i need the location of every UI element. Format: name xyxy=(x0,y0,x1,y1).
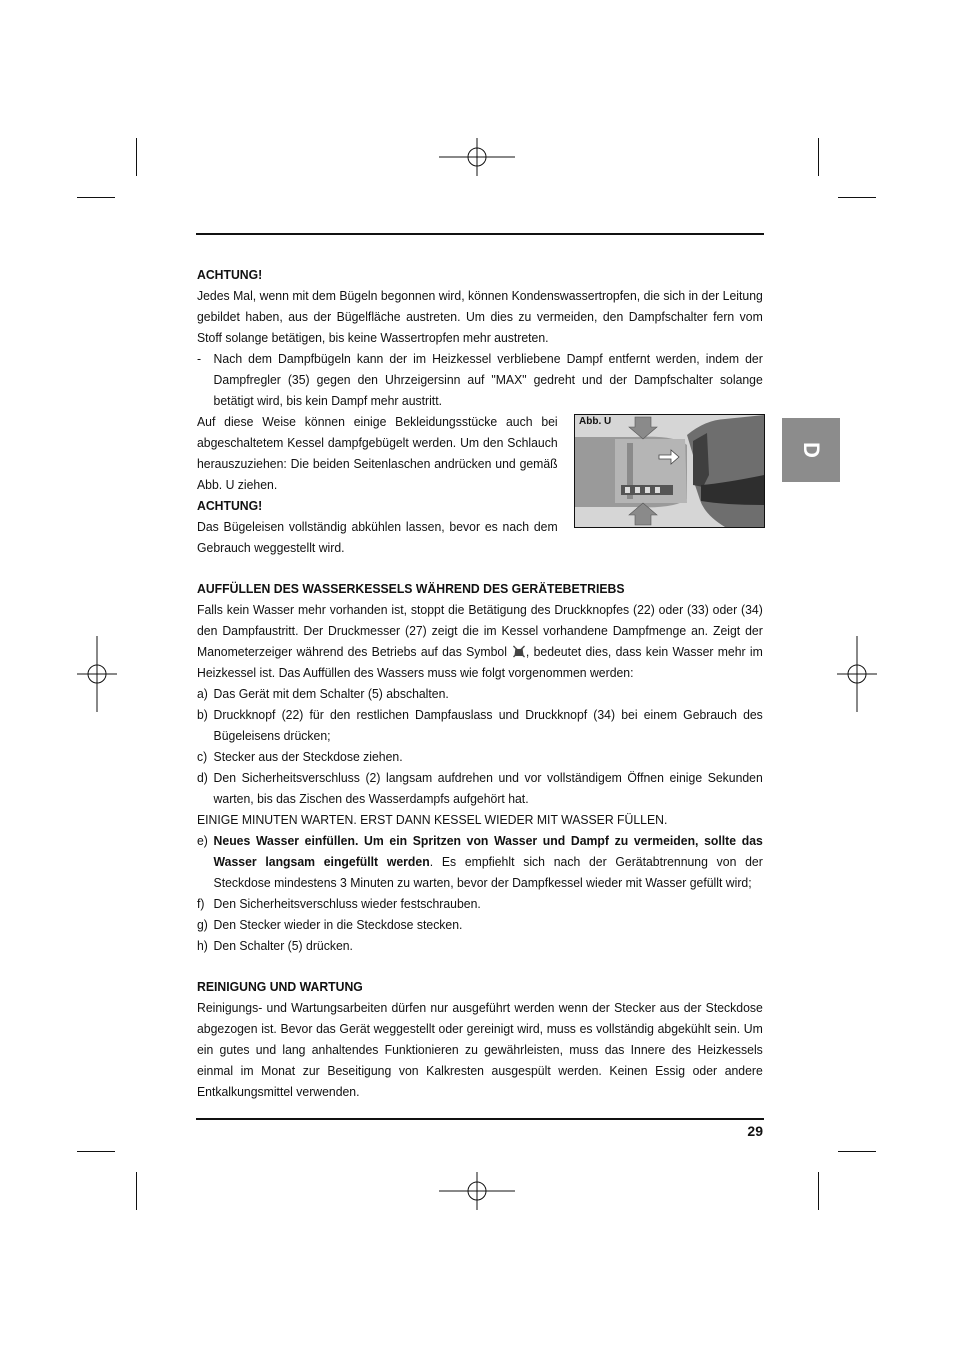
language-tab-label: D xyxy=(799,442,824,458)
bullet-label: - xyxy=(197,351,202,366)
list-item-label: c) xyxy=(197,749,208,764)
list-item xyxy=(197,914,763,935)
list-item-text: Das Gerät mit dem Schalter (5) abschalten. xyxy=(213,686,449,701)
list-item-label: a) xyxy=(197,686,208,701)
empty-kettle-symbol-icon xyxy=(511,644,526,658)
section-heading: AUFFÜLLEN DES WASSERKESSELS WÄHREND DES GERÄTEBETRIEBS xyxy=(197,581,625,596)
list-item-bold-text: Neues Wasser einfüllen. Um ein Spritzen von Wasser und Dampf zu vermeiden, sollte das Wasser langsam eingefüllt werden xyxy=(213,833,763,869)
caps-note: EINIGE MINUTEN WARTEN. ERST DANN KESSEL WIEDER MIT WASSER FÜLLEN. xyxy=(197,812,668,827)
list-item xyxy=(197,893,763,914)
top-rule xyxy=(196,233,764,235)
paragraph: Das Bügeleisen vollständig abkühlen lassen, bevor es nach dem Gebrauch weggestellt wird. xyxy=(197,519,558,555)
list-item xyxy=(197,767,763,809)
list-item-text xyxy=(214,830,763,893)
section-heading: REINIGUNG UND WARTUNG xyxy=(197,979,363,994)
figure-wrap-text xyxy=(197,411,558,558)
paragraph: Auf diese Weise können einige Bekleidungsstücke auch bei abgeschaltetem Kessel dampfgebügelt werden. Um den Schlauch herauszuziehen: Die beiden Seitenlaschen andrücken und gemäß Abb. U ziehen. xyxy=(197,414,558,492)
language-tab xyxy=(782,418,840,482)
main-content xyxy=(197,264,763,1102)
paragraph xyxy=(197,599,763,683)
list-item-text: Den Stecker wieder in die Steckdose stecken. xyxy=(213,917,463,932)
list-item-label: g) xyxy=(197,917,208,932)
list-item-text: Druckknopf (22) für den restlichen Dampfauslass und Druckknopf (34) bei einem Gebrauch des Bügeleisens drücken; xyxy=(213,707,763,743)
paragraph: Reinigungs- und Wartungsarbeiten dürfen nur ausgeführt werden wenn der Stecker aus der Steckdose abgezogen ist. Bevor das Gerät weggestellt oder gereinigt wird, muss es vollständig abgekühlt sein. Um ein gutes und lang anhaltendes Funktionieren zu gewährleisten, muss das Innere des Heizkessels einmal im Monat zur Beseitigung von Kalkresten ausgespült werden. Keinen Essig oder andere Entkalkungsmittel verwenden. xyxy=(197,1000,763,1099)
list-item-text: Den Sicherheitsverschluss wieder festschrauben. xyxy=(213,896,481,911)
list-item-text: Stecker aus der Steckdose ziehen. xyxy=(213,749,403,764)
section-heading: ACHTUNG! xyxy=(197,498,263,513)
bullet-item xyxy=(197,348,763,411)
section-heading: ACHTUNG! xyxy=(197,267,263,282)
list-item xyxy=(197,746,763,767)
bullet-text: Nach dem Dampfbügeln kann der im Heizkessel verbliebene Dampf entfernt werden, indem der Dampfregler (35) gegen den Uhrzeigersinn auf "MAX" gedreht und der Dampfschalter solange betätigt wird, bis kein Dampf mehr austritt. xyxy=(213,351,763,408)
paragraph: Jedes Mal, wenn mit dem Bügeln begonnen wird, können Kondenswassertropfen, die sich in der Leitung gebildet haben, aus der Bügelfläche austreten. Um dies zu vermeiden, den Dampfschalter fern vom Stoff solange betätigen, bis keine Wassertropfen mehr austreten. xyxy=(197,288,763,345)
list-item xyxy=(197,683,763,704)
list-item-text: Den Sicherheitsverschluss (2) langsam aufdrehen und vor vollständigem Öffnen einige Sekunden warten, bis das Zischen des Wasserdampfs aufgehört hat. xyxy=(213,770,763,806)
list-item-label: h) xyxy=(197,938,208,953)
list-item-label: f) xyxy=(197,896,205,911)
bottom-rule xyxy=(196,1118,764,1120)
list-item-text: Den Schalter (5) drücken. xyxy=(213,938,353,953)
list-item xyxy=(197,830,763,893)
paragraph-part: , bedeutet dies, dass kein Wasser mehr im Heizkessel ist. Das Auffüllen des Wassers muss wie folgt vorgenommen werden: xyxy=(197,644,763,680)
list-item-label: d) xyxy=(197,770,208,785)
list-item-label: e) xyxy=(197,833,208,848)
page-number: 29 xyxy=(747,1123,763,1139)
figure-label: Abb. U xyxy=(579,416,612,427)
paragraph-part: Falls kein Wasser mehr vorhanden ist, stoppt die Betätigung des Druckknopfes (22) oder (33) oder (34) den Dampfaustritt. Der Druckmesser (27) zeigt die im Kessel vorhandene Dampfmenge an. Zeigt der Manometerzeiger während des Betriebs auf das Symbol xyxy=(197,602,763,659)
list-item-label: b) xyxy=(197,707,208,722)
list-item-rest-text: . Es empfiehlt sich nach der Gerätabtrennung von der Steckdose mindestens 3 Minuten zu warten, bevor der Dampfkessel wieder mit Wasser gefüllt wird; xyxy=(213,854,763,890)
list-item xyxy=(197,704,763,746)
list-item xyxy=(197,935,763,956)
